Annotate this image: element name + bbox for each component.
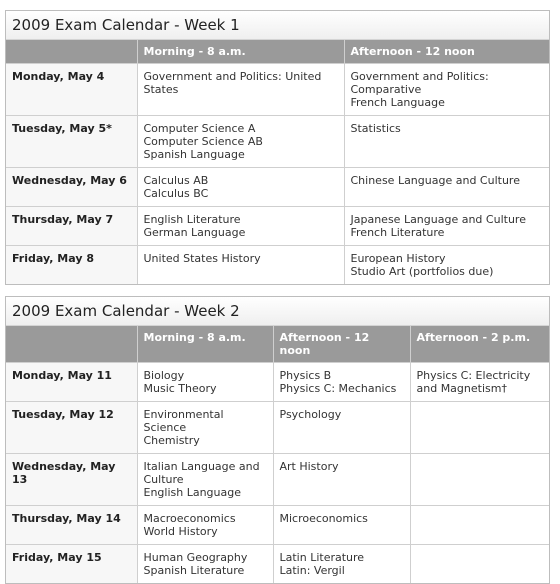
table-row [6,168,549,207]
exam-subject: European History [350,252,446,265]
exam-subject: Computer Science AB [143,135,263,148]
exam-slot [137,207,344,246]
table-row [6,454,549,506]
exam-day: Wednesday, May 6 [6,168,137,207]
exam-slot [344,116,549,168]
exam-slot [273,454,410,506]
exam-slot [344,246,549,285]
exam-calendar-week1 [5,10,550,285]
exam-slot [273,363,410,402]
exam-subject: Art History [279,460,339,473]
exam-subject: Spanish Language [143,148,245,161]
exam-slot [410,454,549,506]
exam-subject: Physics C: Electricity and Magnetism† [416,369,531,395]
exam-slot [410,363,549,402]
exam-subject: Studio Art (portfolios due) [350,265,494,278]
exam-day: Thursday, May 7 [6,207,137,246]
column-header-session: Morning - 8 a.m. [137,40,344,64]
table-row [6,402,549,454]
exam-slot [273,402,410,454]
exam-day: Tuesday, May 12 [6,402,137,454]
column-header-session: Afternoon - 12 noon [344,40,549,64]
calendar-title: 2009 Exam Calendar - Week 2 [6,297,549,326]
exam-slot [137,116,344,168]
exam-subject: Music Theory [143,382,217,395]
exam-slot [273,506,410,545]
exam-subject: Latin Literature [279,551,365,564]
exam-subject: German Language [143,226,246,239]
table-row [6,545,549,584]
exam-subject: French Language [350,96,445,109]
exam-slot [410,506,549,545]
exam-subject: Japanese Language and Culture [350,213,526,226]
exam-subject: Calculus AB [143,174,209,187]
exam-slot [410,545,549,584]
calendar-title: 2009 Exam Calendar - Week 1 [6,11,549,40]
column-header-session: Afternoon - 2 p.m. [410,326,549,363]
exam-slot [137,506,273,545]
exam-subject: Statistics [350,122,401,135]
exam-slot [137,64,344,116]
column-header-session: Morning - 8 a.m. [137,326,273,363]
exam-subject: Biology [143,369,185,382]
exam-table [6,40,549,284]
exam-slot [137,363,273,402]
exam-calendar-week2 [5,296,550,584]
exam-subject: Government and Politics: Comparative [350,70,489,96]
column-header-session: Afternoon - 12 noon [273,326,410,363]
exam-day: Monday, May 11 [6,363,137,402]
table-row [6,506,549,545]
exam-subject: English Language [143,486,242,499]
exam-subject: Human Geography [143,551,248,564]
exam-day: Monday, May 4 [6,64,137,116]
column-header-day [6,326,137,363]
exam-subject: English Literature [143,213,241,226]
exam-day: Tuesday, May 5* [6,116,137,168]
exam-day: Friday, May 15 [6,545,137,584]
exam-subject: Spanish Literature [143,564,245,577]
table-row [6,116,549,168]
table-row [6,246,549,285]
exam-slot [344,64,549,116]
exam-subject: Physics B [279,369,332,382]
exam-slot [137,246,344,285]
exam-slot [344,207,549,246]
exam-slot [137,545,273,584]
exam-slot [137,168,344,207]
exam-subject: Computer Science A [143,122,256,135]
exam-subject: Latin: Vergil [279,564,345,577]
exam-slot [137,454,273,506]
exam-subject: World History [143,525,218,538]
column-header-day [6,40,137,64]
exam-subject: French Literature [350,226,445,239]
exam-subject: Chinese Language and Culture [350,174,520,187]
exam-subject: Italian Language and Culture [143,460,260,486]
exam-subject: Government and Politics: United States [143,70,322,96]
exam-slot [137,402,273,454]
exam-slot [410,402,549,454]
table-row [6,363,549,402]
exam-subject: Microeconomics [279,512,368,525]
exam-subject: United States History [143,252,261,265]
exam-table [6,326,549,583]
exam-subject: Calculus BC [143,187,209,200]
exam-day: Friday, May 8 [6,246,137,285]
exam-subject: Physics C: Mechanics [279,382,397,395]
exam-slot [273,545,410,584]
exam-slot [344,168,549,207]
exam-subject: Macroeconomics [143,512,236,525]
table-row [6,207,549,246]
exam-subject: Chemistry [143,434,200,447]
exam-subject: Psychology [279,408,342,421]
table-row [6,64,549,116]
exam-day: Thursday, May 14 [6,506,137,545]
exam-day: Wednesday, May 13 [6,454,137,506]
exam-subject: Environmental Science [143,408,224,434]
